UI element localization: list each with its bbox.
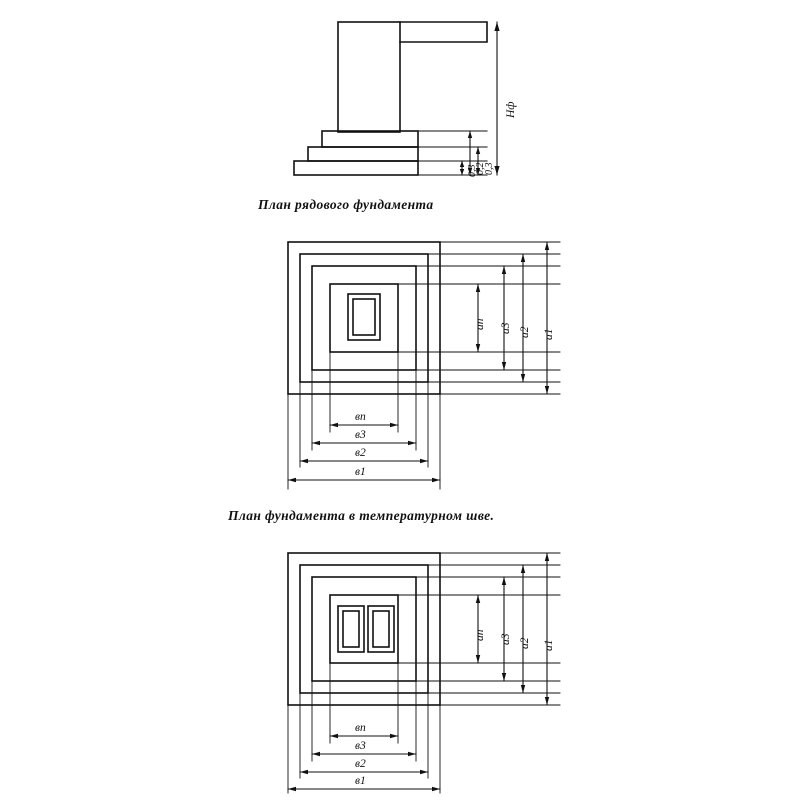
elevation-label-hf: Нф [505,101,517,118]
elevation-column [338,22,400,132]
plan-ordinary-dim-a3: а3 [500,322,512,334]
plan-ordinary-dim-v3: в3 [355,429,366,441]
plan-joint-dim-v1: в1 [355,775,366,787]
plan-joint-dim-v3: в3 [355,740,366,752]
plan-ordinary-dim-a1: а1 [543,328,555,340]
plan-joint-dim-a2: а2 [519,637,531,649]
caption-plan-joint: План фундамента в температурном шве. [228,508,495,523]
plan-joint-dimension-lines-right [478,553,547,705]
caption-plan-ordinary: План рядового фундамента [258,197,434,212]
elevation-label-a2: 0,2 [475,162,486,175]
plan-joint-dimension-arrows-right [476,553,549,705]
plan-joint-dim-a1: а1 [543,639,555,651]
plan-ordinary-dimension-arrows-right [476,242,549,394]
plan-ordinary-dimension-lines-right [478,242,547,394]
plan-joint-dim-a3: а3 [500,633,512,645]
plan-ordinary-geometry [288,242,440,394]
plan-joint-dim-vp: вп [355,722,366,734]
elevation-label-a3: 0,3 [484,162,495,175]
plan-joint-geometry [288,553,440,705]
plan-ordinary-dim-v2: в2 [355,447,366,459]
elevation-label-a1: 0,3 [467,164,478,177]
plan-ordinary-dim-vp: вп [355,411,366,423]
plan-ordinary-dim-v1: в1 [355,466,366,478]
plan-ordinary-dim-a2: а2 [519,326,531,338]
elevation-steps [294,131,418,175]
elevation-cap [400,22,487,42]
plan-ordinary-dim-ap: ап [474,318,486,330]
plan-joint-dim-ap: ап [474,629,486,641]
elevation-dimension-arrows [460,22,500,175]
plan-joint-dim-v2: в2 [355,758,366,770]
